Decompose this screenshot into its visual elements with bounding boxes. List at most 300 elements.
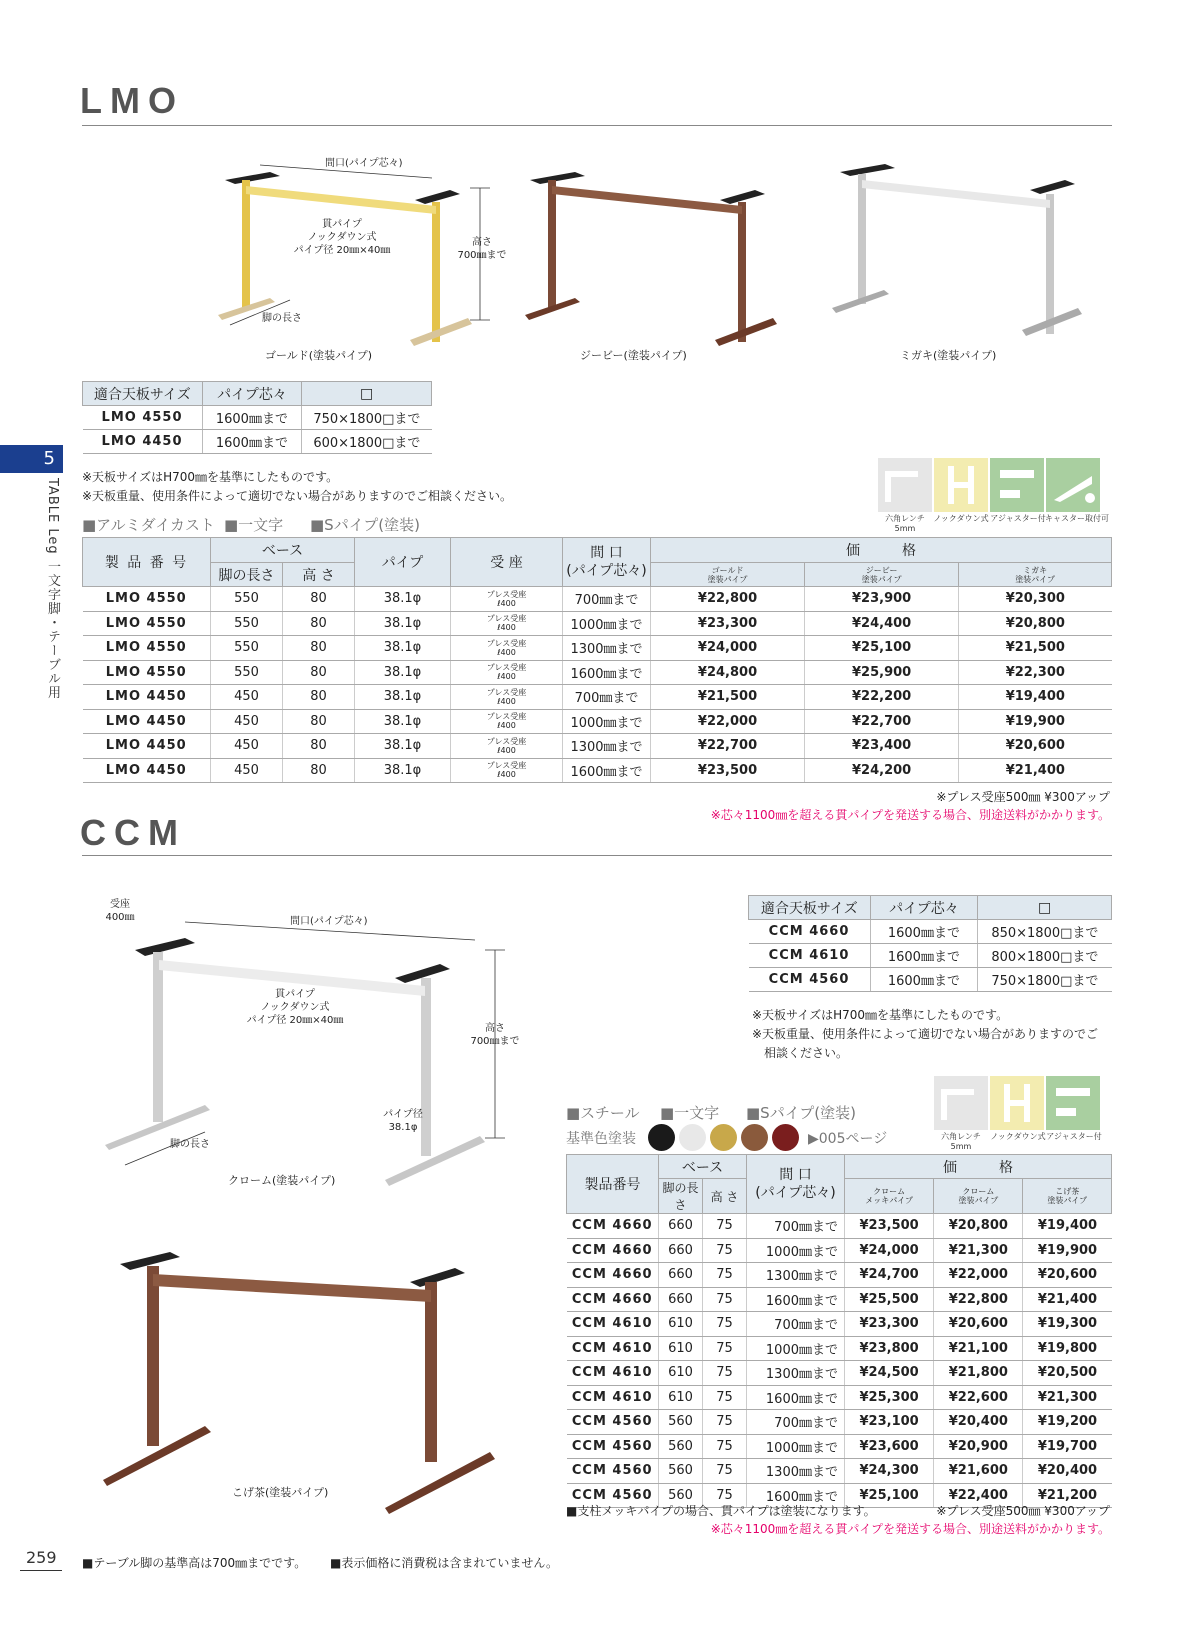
swatch-black [648, 1124, 675, 1151]
price-cell: ¥24,000 [651, 636, 805, 661]
cell: CCM 4610 [567, 1312, 659, 1337]
price-cell: ¥19,800 [1023, 1336, 1112, 1361]
cell: 75 [703, 1214, 747, 1239]
cell: 660 [659, 1214, 703, 1239]
ccm-note-3: 相談ください。 [752, 1046, 849, 1060]
price-cell: ¥21,800 [934, 1361, 1023, 1386]
cell: 1600㎜まで [870, 968, 978, 992]
icon-label: アジャスター付 [990, 514, 1046, 523]
lmo-title-rule [82, 125, 1112, 126]
ccm-dim-opening: 間口(パイプ芯々) [290, 916, 368, 927]
header-base: ベース [659, 1155, 747, 1179]
table-row [83, 685, 1112, 710]
icon-label: アジャスター付 [1046, 1132, 1102, 1141]
table-row [567, 1214, 1112, 1239]
table-row [83, 587, 1112, 612]
price-cell: ¥22,300 [959, 660, 1112, 685]
ccm-caption-chrome: クローム(塗装パイプ) [228, 1174, 336, 1187]
ccm-size-table [748, 895, 1112, 992]
cell: 1600㎜まで [870, 920, 978, 944]
cell: 1000㎜まで [563, 611, 651, 636]
cell: 38.1φ [355, 709, 451, 734]
price-cell: ¥19,900 [1023, 1238, 1112, 1263]
ccm-category-3: ■Sパイプ(塗装) [746, 1104, 856, 1122]
price-cell: ¥24,300 [845, 1459, 934, 1484]
lmo-dim-opening: 間口(パイプ芯々) [325, 158, 403, 169]
header-opening [747, 1155, 845, 1214]
cell: 80 [283, 611, 355, 636]
price-cell: ¥24,800 [651, 660, 805, 685]
ccm-notes [752, 1006, 1112, 1063]
price-cell: ¥21,600 [934, 1459, 1023, 1484]
cell: 80 [283, 709, 355, 734]
table-row [567, 1287, 1112, 1312]
knockdown-icon [990, 1076, 1044, 1130]
ccm-dim-pipe [378, 1108, 428, 1134]
caster-icon [1046, 458, 1100, 512]
ccm-note-2: ※天板重量、使用条件によって適切でない場合がありますのでご [752, 1027, 1099, 1041]
cell: 1600㎜まで [747, 1287, 845, 1312]
cell: CCM 4660 [567, 1287, 659, 1312]
ccm-category-1: ■スチール [566, 1104, 640, 1122]
price-cell: ¥20,300 [959, 587, 1112, 612]
ccm-height-line2: 700㎜まで [470, 1036, 520, 1047]
cell: 80 [283, 636, 355, 661]
ccm-pipe-line1: パイプ径 [383, 1109, 423, 1120]
price-cell: ¥23,400 [805, 734, 959, 759]
header-leg-length: 脚の長さ [211, 563, 283, 587]
ccm-note-1: ※天板サイズはH700㎜を基準にしたものです。 [752, 1008, 1009, 1022]
lmo-dim-crosspipe [282, 218, 402, 257]
side-tab-number: 5 [0, 445, 63, 473]
cell: 75 [703, 1312, 747, 1337]
price-cell: ¥22,000 [934, 1263, 1023, 1288]
cell: LMO 4550 [83, 587, 211, 612]
price-cell: ¥21,500 [651, 685, 805, 710]
lmo-crosspipe-line1: 貫パイプ [322, 219, 362, 230]
cell: 80 [283, 685, 355, 710]
table-row [83, 430, 432, 454]
price-cell: ¥20,400 [1023, 1459, 1112, 1484]
cell: 700㎜まで [747, 1312, 845, 1337]
cell: 700㎜まで [563, 587, 651, 612]
adjuster-icon [990, 458, 1044, 512]
icon-label: 六角レンチ 5mm [941, 1132, 981, 1151]
lmo-notes [82, 468, 512, 506]
price-cell: ¥20,600 [959, 734, 1112, 759]
table-row [567, 1336, 1112, 1361]
table-row [567, 1361, 1112, 1386]
press-seat-cell: プレス受座 ℓ400 [451, 636, 563, 661]
side-tab-text: TABLE Leg 一文字脚・テーブル用 [45, 478, 60, 700]
ccm-seat-line2: 400㎜ [105, 912, 135, 923]
header-pipe: パイプ [355, 538, 451, 587]
price-cell: ¥19,400 [1023, 1214, 1112, 1239]
cell: 700㎜まで [563, 685, 651, 710]
cell: 38.1φ [355, 611, 451, 636]
table-row [749, 920, 1112, 944]
header-sub-chrome-painted: クローム 塗装パイプ [934, 1179, 1023, 1214]
cell: 1600㎜まで [563, 758, 651, 783]
cell: 450 [211, 758, 283, 783]
cell: 38.1φ [355, 685, 451, 710]
ccm-height-line1: 高さ [485, 1023, 505, 1034]
price-cell: ¥22,200 [805, 685, 959, 710]
ccm-dim-height [465, 1022, 525, 1048]
cell: 80 [283, 734, 355, 759]
ccm-page-ref[interactable]: ▶005ページ [808, 1131, 888, 1147]
cell: CCM 4660 [567, 1263, 659, 1288]
header-leg-length: 脚の長さ [659, 1179, 703, 1214]
cell: 660 [659, 1238, 703, 1263]
price-cell: ¥25,300 [845, 1385, 934, 1410]
cell: 560 [659, 1410, 703, 1435]
price-cell: ¥23,600 [845, 1434, 934, 1459]
lmo-size-header: パイプ芯々 [202, 382, 302, 406]
price-cell: ¥22,800 [934, 1287, 1023, 1312]
table-row [567, 1385, 1112, 1410]
price-cell: ¥23,300 [651, 611, 805, 636]
cell: 75 [703, 1385, 747, 1410]
price-cell: ¥19,400 [959, 685, 1112, 710]
cell: 550 [211, 611, 283, 636]
price-cell: ¥21,100 [934, 1336, 1023, 1361]
cell: 75 [703, 1238, 747, 1263]
header-opening-line2: (パイプ芯々) [755, 1185, 836, 1201]
table-row [567, 1238, 1112, 1263]
lmo-size-header: 適合天板サイズ [83, 382, 203, 406]
lmo-illustrations [200, 150, 1120, 370]
press-seat-cell: プレス受座 ℓ400 [451, 734, 563, 759]
price-cell: ¥25,100 [805, 636, 959, 661]
ccm-press-note: ※プレス受座500㎜ ¥300アップ [936, 1504, 1110, 1518]
header-height: 高 さ [283, 563, 355, 587]
press-seat-cell: プレス受座 ℓ400 [451, 685, 563, 710]
hex-wrench-icon [878, 458, 932, 512]
gold-table-leg [218, 172, 472, 346]
price-cell: ¥24,500 [845, 1361, 934, 1386]
lmo-title: LMO [80, 80, 184, 121]
cell: 560 [659, 1434, 703, 1459]
price-cell: ¥21,400 [1023, 1287, 1112, 1312]
cell: 560 [659, 1459, 703, 1484]
lmo-caption-gb: ジービー(塗装パイプ) [580, 349, 687, 362]
polished-table-leg [832, 164, 1082, 336]
cell: 750×1800□まで [302, 406, 432, 430]
lmo-dim-height [452, 236, 512, 262]
lmo-press-note: ※プレス受座500㎜ ¥300アップ [936, 790, 1110, 804]
ccm-dim-seat [100, 898, 140, 924]
swatch-brown [741, 1124, 768, 1151]
price-cell: ¥22,000 [651, 709, 805, 734]
price-cell: ¥22,400 [934, 1483, 1023, 1508]
table-row [83, 734, 1112, 759]
header-sub-polished: ミガキ 塗装パイプ [959, 563, 1112, 587]
price-cell: ¥24,700 [845, 1263, 934, 1288]
cell: 610 [659, 1385, 703, 1410]
cell: 1600㎜まで [202, 430, 302, 454]
lmo-height-line2: 700㎜まで [457, 250, 507, 261]
lmo-category-1: ■アルミダイカスト [82, 516, 215, 534]
ccm-color-label: 基準色塗装 [566, 1131, 636, 1147]
price-cell: ¥19,300 [1023, 1312, 1112, 1337]
price-cell: ¥21,500 [959, 636, 1112, 661]
ccm-crosspipe-line2: ノックダウン式 [260, 1002, 330, 1013]
cell: 38.1φ [355, 734, 451, 759]
price-cell: ¥22,600 [934, 1385, 1023, 1410]
ccm-price-table [566, 1154, 1112, 1508]
price-cell: ¥21,300 [934, 1238, 1023, 1263]
cell: 660 [659, 1287, 703, 1312]
header-base: ベース [211, 538, 355, 563]
cell: CCM 4660 [749, 920, 871, 944]
header-sub-gold: ゴールド 塗装パイプ [651, 563, 805, 587]
cell: CCM 4610 [567, 1361, 659, 1386]
ccm-title: CCM [80, 812, 186, 853]
cell: 75 [703, 1287, 747, 1312]
page-number: 259 [26, 1548, 57, 1567]
cell: LMO 4550 [83, 611, 211, 636]
header-sub-chrome-plated: クローム メッキパイプ [845, 1179, 934, 1214]
table-row [83, 709, 1112, 734]
cell: 38.1φ [355, 587, 451, 612]
table-row [83, 660, 1112, 685]
cell: 660 [659, 1263, 703, 1288]
icon-label: ノックダウン式 [933, 514, 989, 523]
header-product: 製品番号 [567, 1155, 659, 1214]
price-cell: ¥24,200 [805, 758, 959, 783]
ccm-crosspipe-line3: パイプ径 20㎜×40㎜ [246, 1015, 344, 1026]
price-cell: ¥20,600 [934, 1312, 1023, 1337]
lmo-note-1: ※天板サイズはH700㎜を基準にしたものです。 [82, 470, 339, 484]
adjuster-icon [1046, 1076, 1100, 1130]
knockdown-icon [934, 458, 988, 512]
header-product: 製 品 番 号 [83, 538, 211, 587]
cell: CCM 4610 [567, 1385, 659, 1410]
cell: 700㎜まで [747, 1214, 845, 1239]
cell: LMO 4450 [83, 685, 211, 710]
price-cell: ¥24,000 [845, 1238, 934, 1263]
price-cell: ¥20,900 [934, 1434, 1023, 1459]
price-cell: ¥23,900 [805, 587, 959, 612]
cell: CCM 4560 [567, 1459, 659, 1484]
cell: 1300㎜まで [747, 1459, 845, 1484]
price-cell: ¥20,800 [959, 611, 1112, 636]
lmo-category-3: ■Sパイプ(塗装) [310, 516, 420, 534]
cell: 1300㎜まで [747, 1263, 845, 1288]
cell: 75 [703, 1434, 747, 1459]
table-row [567, 1410, 1112, 1435]
hex-wrench-icon [934, 1076, 988, 1130]
cell: 550 [211, 660, 283, 685]
cell: 38.1φ [355, 660, 451, 685]
cell: 550 [211, 636, 283, 661]
press-seat-cell: プレス受座 ℓ400 [451, 758, 563, 783]
header-height: 高 さ [703, 1179, 747, 1214]
price-cell: ¥22,700 [651, 734, 805, 759]
cell: 1000㎜まで [747, 1238, 845, 1263]
cell: 75 [703, 1263, 747, 1288]
lmo-shipping-note: ※芯々1100㎜を超える貫パイプを発送する場合、別途送料がかかります。 [710, 808, 1110, 822]
cell: CCM 4560 [749, 968, 871, 992]
cell: LMO 4450 [83, 709, 211, 734]
swatch-maroon [772, 1124, 799, 1151]
header-opening-line1: 間 口 [779, 1167, 812, 1183]
table-row [83, 406, 432, 430]
footer-note-1: ■テーブル脚の基準高は700㎜までです。 [82, 1556, 307, 1570]
price-cell: ¥19,700 [1023, 1434, 1112, 1459]
table-row [749, 968, 1112, 992]
cell: 1600㎜まで [747, 1483, 845, 1508]
color-swatches [648, 1124, 799, 1151]
price-cell: ¥20,600 [1023, 1263, 1112, 1288]
cell: 750×1800□まで [978, 968, 1112, 992]
gb-table-leg [525, 172, 777, 346]
cell: 1600㎜まで [563, 660, 651, 685]
price-cell: ¥19,900 [959, 709, 1112, 734]
ccm-dim-crosspipe [235, 988, 355, 1027]
ccm-size-header: □ [978, 896, 1112, 920]
header-seat: 受 座 [451, 538, 563, 587]
cell: 450 [211, 709, 283, 734]
price-cell: ¥20,400 [934, 1410, 1023, 1435]
swatch-gold [710, 1124, 737, 1151]
price-cell: ¥21,200 [1023, 1483, 1112, 1508]
cell: LMO 4550 [83, 636, 211, 661]
cell: CCM 4660 [567, 1238, 659, 1263]
price-cell: ¥22,800 [651, 587, 805, 612]
lmo-crosspipe-line2: ノックダウン式 [307, 232, 377, 243]
icon-label: ノックダウン式 [990, 1132, 1046, 1141]
cell: 1300㎜まで [747, 1361, 845, 1386]
cell: 1300㎜まで [563, 636, 651, 661]
cell: LMO 4450 [83, 734, 211, 759]
header-opening-line1: 間 口 [590, 545, 623, 561]
table-row [567, 1459, 1112, 1484]
ccm-shipping-note: ※芯々1100㎜を超える貫パイプを発送する場合、別途送料がかかります。 [710, 1522, 1110, 1536]
price-cell: ¥23,300 [845, 1312, 934, 1337]
table-row [567, 1434, 1112, 1459]
ccm-pipe-line2: 38.1φ [388, 1122, 418, 1133]
header-sub-gb: ジービー 塗装パイプ [805, 563, 959, 587]
ccm-size-header: パイプ芯々 [870, 896, 978, 920]
price-cell: ¥21,400 [959, 758, 1112, 783]
lmo-size-table [82, 381, 432, 454]
price-cell: ¥19,200 [1023, 1410, 1112, 1435]
cell: 560 [659, 1483, 703, 1508]
price-cell: ¥20,500 [1023, 1361, 1112, 1386]
price-cell: ¥24,400 [805, 611, 959, 636]
lmo-price-table [82, 537, 1112, 783]
table-row [567, 1312, 1112, 1337]
cell: 1600㎜まで [870, 944, 978, 968]
table-row [83, 611, 1112, 636]
table-row [83, 636, 1112, 661]
cell: 80 [283, 758, 355, 783]
cell: CCM 4560 [567, 1410, 659, 1435]
lmo-crosspipe-line3: パイプ径 20㎜×40㎜ [293, 245, 391, 256]
cell: 610 [659, 1336, 703, 1361]
icon-label: 六角レンチ 5mm [885, 514, 925, 533]
cell: 38.1φ [355, 758, 451, 783]
cell: 75 [703, 1459, 747, 1484]
ccm-title-rule [82, 855, 1112, 856]
header-sub-brown-painted: こげ茶 塗装パイプ [1023, 1179, 1112, 1214]
lmo-dim-leg-length: 脚の長さ [262, 313, 302, 324]
cell: CCM 4610 [567, 1336, 659, 1361]
cell: 1600㎜まで [747, 1385, 845, 1410]
cell: 80 [283, 587, 355, 612]
cell: 450 [211, 734, 283, 759]
cell: LMO 4550 [83, 406, 203, 430]
ccm-category-2: ■一文字 [660, 1104, 720, 1122]
cell: 550 [211, 587, 283, 612]
price-cell: ¥23,800 [845, 1336, 934, 1361]
ccm-crosspipe-line1: 貫パイプ [275, 989, 315, 1000]
table-row [567, 1263, 1112, 1288]
cell: 1000㎜まで [747, 1336, 845, 1361]
price-cell: ¥23,500 [845, 1214, 934, 1239]
lmo-height-line1: 高さ [472, 237, 492, 248]
cell: 1000㎜まで [747, 1434, 845, 1459]
cell: 850×1800□まで [978, 920, 1112, 944]
lmo-category-2: ■一文字 [224, 516, 284, 534]
price-cell: ¥22,700 [805, 709, 959, 734]
cell: 600×1800□まで [302, 430, 432, 454]
lmo-size-header: □ [302, 382, 432, 406]
header-opening-line2: (パイプ芯々) [566, 563, 647, 579]
cell: 1600㎜まで [202, 406, 302, 430]
cell: 610 [659, 1361, 703, 1386]
cell: 75 [703, 1361, 747, 1386]
cell: 450 [211, 685, 283, 710]
cell: 75 [703, 1410, 747, 1435]
press-seat-cell: プレス受座 ℓ400 [451, 709, 563, 734]
cell: 75 [703, 1336, 747, 1361]
ccm-caption-brown: こげ茶(塗装パイプ) [232, 1486, 329, 1499]
price-cell: ¥25,500 [845, 1287, 934, 1312]
footer-note-2: ■表示価格に消費税は含まれていません。 [330, 1556, 559, 1570]
price-cell: ¥23,500 [651, 758, 805, 783]
cell: 1300㎜まで [563, 734, 651, 759]
header-price: 価 格 [651, 538, 1112, 563]
page-number-rule [20, 1570, 62, 1571]
cell: LMO 4550 [83, 660, 211, 685]
cell: LMO 4450 [83, 758, 211, 783]
press-seat-cell: プレス受座 ℓ400 [451, 660, 563, 685]
cell: CCM 4660 [567, 1214, 659, 1239]
header-price: 価 格 [845, 1155, 1112, 1179]
cell: 75 [703, 1483, 747, 1508]
cell: 1000㎜まで [563, 709, 651, 734]
header-opening [563, 538, 651, 587]
table-row [749, 944, 1112, 968]
ccm-dim-leg-length: 脚の長さ [170, 1139, 210, 1150]
lmo-note-2: ※天板重量、使用条件によって適切でない場合がありますのでご相談ください。 [82, 489, 513, 503]
table-row [83, 758, 1112, 783]
cell: 800×1800□まで [978, 944, 1112, 968]
ccm-plated-note: ■支柱メッキパイプの場合、貫パイプは塗装になります。 [566, 1504, 876, 1518]
cell: LMO 4450 [83, 430, 203, 454]
price-cell: ¥25,100 [845, 1483, 934, 1508]
cell: 610 [659, 1312, 703, 1337]
price-cell: ¥21,300 [1023, 1385, 1112, 1410]
price-cell: ¥20,800 [934, 1214, 1023, 1239]
cell: 80 [283, 660, 355, 685]
press-seat-cell: プレス受座 ℓ400 [451, 611, 563, 636]
cell: CCM 4560 [567, 1434, 659, 1459]
press-seat-cell: プレス受座 ℓ400 [451, 587, 563, 612]
